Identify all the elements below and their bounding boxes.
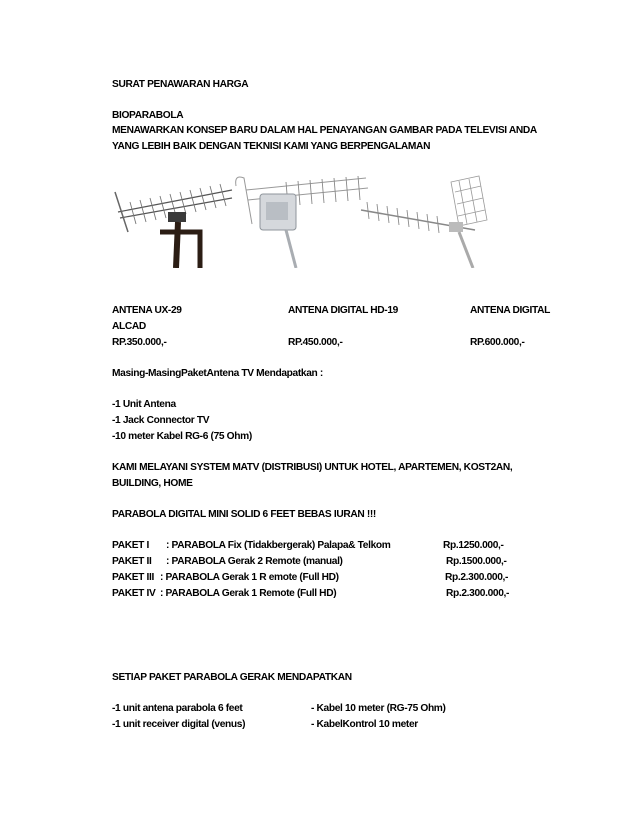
product-name-ux29: ANTENA UX-29: [112, 305, 182, 316]
package-desc: : PARABOLA Gerak 1 R emote (Full HD): [160, 572, 339, 583]
package-include-item: -1 Unit Antena: [112, 399, 176, 410]
matv-line-2: BUILDING, HOME: [112, 478, 193, 489]
intro-line-1: MENAWARKAN KONSEP BARU DALAM HAL PENAYANGAN GAMBAR PADA TELEVISI ANDA: [112, 125, 537, 136]
product-price-alcad: RP.600.000,-: [470, 337, 525, 348]
product-name-alcad-continued: ALCAD: [112, 321, 146, 332]
package-price: Rp.1500.000,-: [446, 556, 507, 567]
package-price: Rp.2.300.000,-: [446, 588, 510, 599]
gerak-title: SETIAP PAKET PARABOLA GERAK MENDAPATKAN: [112, 672, 352, 683]
antenna-ux29-photo: [110, 172, 240, 268]
package-code: PAKET I: [112, 540, 149, 551]
gerak-item: -1 unit antena parabola 6 feet: [112, 703, 243, 714]
parabola-title: PARABOLA DIGITAL MINI SOLID 6 FEET BEBAS IURAN !!!: [112, 509, 376, 520]
package-price: Rp.1250.000,-: [443, 540, 504, 551]
company-name: BIOPARABOLA: [112, 110, 184, 121]
package-desc: : PARABOLA Fix (Tidakbergerak) Palapa& Telkom: [166, 540, 391, 551]
package-code: PAKET III: [112, 572, 154, 583]
gerak-item: - Kabel 10 meter (RG-75 Ohm): [311, 703, 446, 714]
antenna-alcad-photo: [355, 172, 490, 268]
package-desc: : PARABOLA Gerak 2 Remote (manual): [166, 556, 343, 567]
package-code: PAKET IV: [112, 588, 156, 599]
product-price-hd19: RP.450.000,-: [288, 337, 343, 348]
matv-line-1: KAMI MELAYANI SYSTEM MATV (DISTRIBUSI) UNTUK HOTEL, APARTEMEN, KOST2AN,: [112, 462, 513, 473]
product-name-hd19: ANTENA DIGITAL HD-19: [288, 305, 398, 316]
package-include-item: -1 Jack Connector TV: [112, 415, 210, 426]
letter-title: SURAT PENAWARAN HARGA: [112, 79, 249, 90]
antenna-hd19-photo: [226, 172, 376, 268]
intro-line-2: YANG LEBIH BAIK DENGAN TEKNISI KAMI YANG BERPENGALAMAN: [112, 141, 431, 152]
product-name-alcad: ANTENA DIGITAL: [470, 305, 550, 316]
package-include-item: -10 meter Kabel RG-6 (75 Ohm): [112, 431, 252, 442]
package-includes-title: Masing-MasingPaketAntena TV Mendapatkan :: [112, 368, 323, 379]
package-price: Rp.2.300.000,-: [445, 572, 509, 583]
product-price-ux29: RP.350.000,-: [112, 337, 167, 348]
gerak-item: - KabelKontrol 10 meter: [311, 719, 418, 730]
gerak-item: -1 unit receiver digital (venus): [112, 719, 246, 730]
package-code: PAKET II: [112, 556, 152, 567]
package-desc: : PARABOLA Gerak 1 Remote (Full HD): [160, 588, 337, 599]
